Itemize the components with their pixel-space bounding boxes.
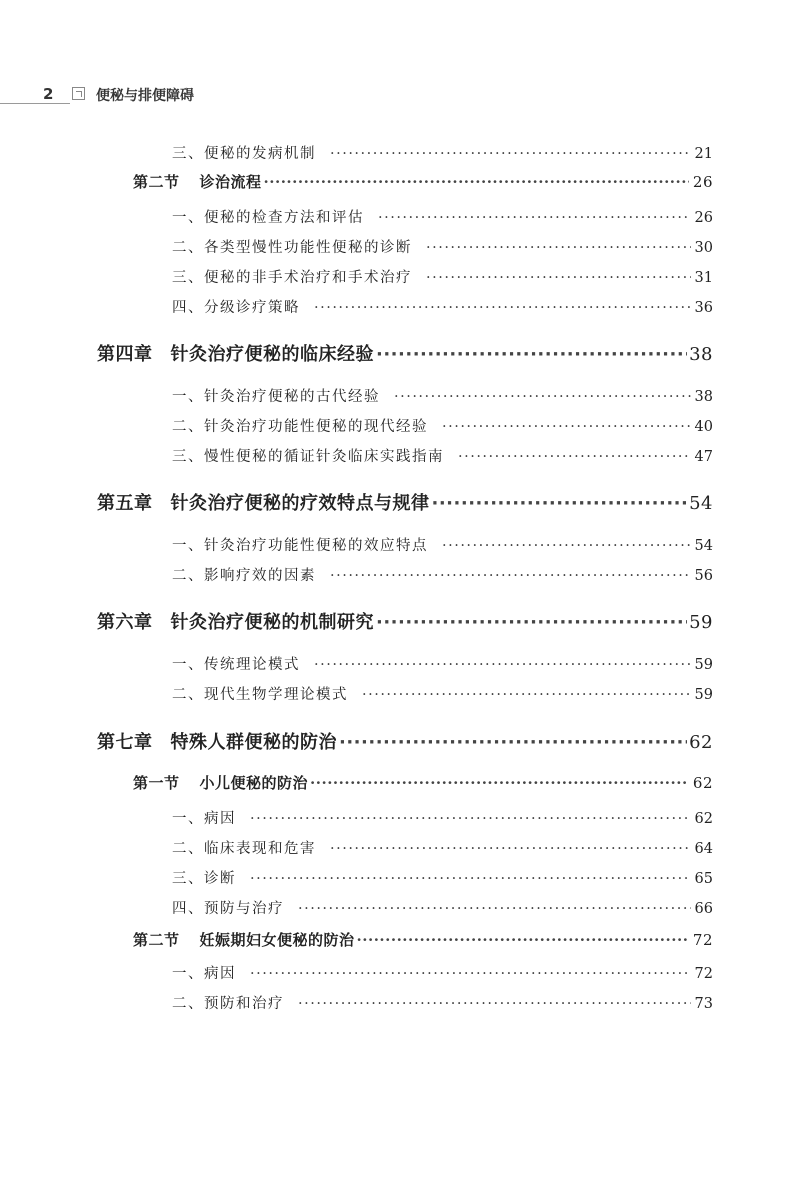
page-number: 2 [43,85,54,103]
dot-leader [442,538,691,554]
dot-leader [432,493,688,514]
toc-item-label: 三、便秘的发病机制 [172,146,316,162]
toc-page-number: 38 [689,344,713,365]
toc-page-number: 66 [694,901,713,917]
chapter-number: 第四章 [97,344,153,365]
toc-chapter-heading [97,728,337,754]
toc-item-row[interactable] [172,296,713,317]
toc-item-row[interactable] [172,142,713,163]
toc-item-row[interactable] [172,534,713,555]
toc-item-row[interactable] [172,653,713,674]
toc-page-number: 59 [689,612,713,633]
toc-item-row[interactable] [172,236,713,257]
dot-leader [298,996,691,1012]
toc-chapter-row[interactable] [97,489,713,515]
toc-section-row[interactable] [133,929,713,950]
section-title: 小儿便秘的防治 [199,774,309,792]
toc-item-row[interactable] [172,867,713,888]
toc-section-row[interactable] [133,772,713,793]
toc-page-number: 62 [689,732,713,753]
toc-section-row[interactable] [133,171,713,192]
toc-item-label: 一、针灸治疗功能性便秘的效应特点 [172,538,428,554]
toc-page-number: 38 [694,389,713,405]
dot-leader [376,612,687,633]
dot-leader [250,871,691,887]
toc-item-label: 一、病因 [172,811,236,827]
toc-item-label: 一、便秘的检查方法和评估 [172,210,364,226]
toc-item-row[interactable] [172,807,713,828]
toc-item-row[interactable] [172,415,713,436]
toc-chapter-row[interactable] [97,728,713,754]
toc-item-row[interactable] [172,962,713,983]
toc-item-label: 一、病因 [172,966,236,982]
toc-section-heading [133,929,355,950]
dot-leader [330,568,691,584]
toc-item-row[interactable] [172,206,713,227]
toc-chapter-row[interactable] [97,340,713,366]
dot-leader [330,146,691,162]
toc-item-label: 二、现代生物学理论模式 [172,687,348,703]
chapter-title: 针灸治疗便秘的机制研究 [170,612,374,633]
section-title: 诊治流程 [199,173,262,191]
dot-leader [310,774,689,792]
toc-page-number: 62 [694,811,713,827]
toc-item-label: 三、慢性便秘的循证针灸临床实践指南 [172,449,444,465]
toc-page-number: 54 [689,493,713,514]
dot-leader [442,419,691,435]
toc-page-number: 36 [694,300,713,316]
toc-page-number: 26 [692,173,713,191]
dot-leader [330,841,691,857]
dot-leader [339,732,687,753]
toc-chapter-heading [97,340,374,366]
toc-page-number: 59 [694,687,713,703]
dot-leader [376,344,687,365]
dot-leader [362,687,691,703]
toc-item-label: 一、传统理论模式 [172,657,300,673]
chapter-number: 第五章 [97,493,153,514]
section-title: 妊娠期妇女便秘的防治 [199,931,355,949]
toc-page-number: 59 [694,657,713,673]
section-number: 第二节 [133,931,180,949]
toc-item-label: 三、便秘的非手术治疗和手术治疗 [172,270,412,286]
toc-item-label: 一、针灸治疗便秘的古代经验 [172,389,380,405]
section-number: 第二节 [133,173,180,191]
dot-leader [378,210,691,226]
toc-item-label: 四、预防与治疗 [172,901,284,917]
toc-chapter-row[interactable] [97,608,713,634]
toc-item-row[interactable] [172,445,713,466]
dot-leader [426,240,691,256]
toc-item-label: 四、分级诊疗策略 [172,300,300,316]
toc-item-row[interactable] [172,266,713,287]
toc-page-number: 56 [694,568,713,584]
toc-page-number: 47 [694,449,713,465]
dot-leader [298,901,691,917]
dot-leader [250,966,691,982]
dot-leader [314,300,691,316]
toc-section-heading [133,772,308,793]
toc-page-number: 40 [694,419,713,435]
book-title: 便秘与排便障碍 [96,88,194,104]
section-number: 第一节 [133,774,180,792]
toc-page-number: 54 [694,538,713,554]
toc-chapter-heading [97,489,430,515]
toc-item-row[interactable] [172,683,713,704]
toc-page-number: 64 [694,841,713,857]
dot-leader [426,270,691,286]
toc-item-row[interactable] [172,992,713,1013]
toc-item-label: 二、各类型慢性功能性便秘的诊断 [172,240,412,256]
chapter-title: 针灸治疗便秘的疗效特点与规律 [170,493,430,514]
toc-page-number: 73 [694,996,713,1012]
toc-page-number: 21 [694,146,713,162]
toc-item-row[interactable] [172,385,713,406]
toc-item-label: 二、预防和治疗 [172,996,284,1012]
toc-page-number: 26 [694,210,713,226]
chapter-title: 针灸治疗便秘的临床经验 [170,344,374,365]
toc-page-number: 31 [694,270,713,286]
chapter-number: 第七章 [97,732,153,753]
dot-leader [458,449,691,465]
toc-page-number: 72 [694,966,713,982]
dot-leader [264,173,689,191]
toc-item-label: 二、临床表现和危害 [172,841,316,857]
dot-leader [357,931,689,949]
toc-page-number: 62 [692,774,713,792]
dot-leader [250,811,691,827]
toc-item-label: 三、诊断 [172,871,236,887]
chapter-number: 第六章 [97,612,153,633]
dot-leader [314,657,691,673]
toc-item-row[interactable] [172,837,713,858]
toc-section-heading [133,171,262,192]
dot-leader [394,389,691,405]
toc-item-row[interactable] [172,897,713,918]
toc-item-row[interactable] [172,564,713,585]
toc-page-number: 30 [694,240,713,256]
toc-item-label: 二、针灸治疗功能性便秘的现代经验 [172,419,428,435]
toc-chapter-heading [97,608,374,634]
chapter-title: 特殊人群便秘的防治 [170,732,337,753]
toc-item-label: 二、影响疗效的因素 [172,568,316,584]
toc-page-number: 65 [694,871,713,887]
toc-page-number: 72 [692,931,713,949]
